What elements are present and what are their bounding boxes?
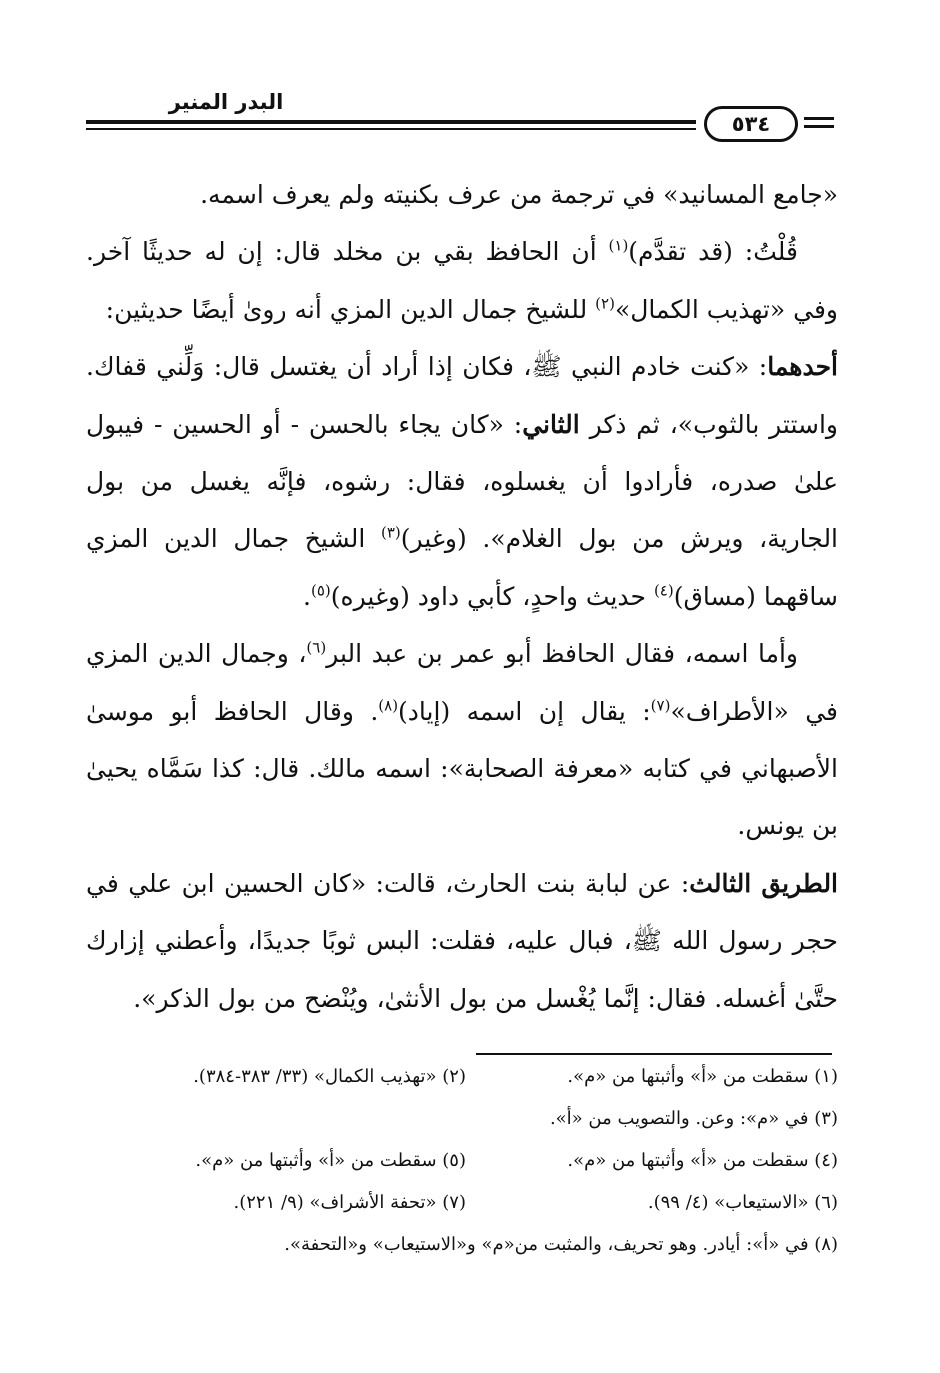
footnote-ref-2: (٢) xyxy=(595,294,615,313)
header-rule-thin xyxy=(86,128,696,130)
footnote-1: (١) سقطت من «أ» وأثبتها من «م». xyxy=(567,1066,838,1087)
footnote-8: (٨) في «أ»: أيادر. وهو تحريف، والمثبت من«م» و«الاستيعاب» و«التحفة». xyxy=(284,1234,838,1255)
text-span: الشيخ جمال الدين المزي ساقهما (مساق) xyxy=(86,524,838,611)
footnote-ref-6: (٦) xyxy=(306,638,327,657)
footnote-7: (٧) «تحفة الأشراف» (٩/ ٢٢١). xyxy=(233,1192,466,1213)
header-ornament-line xyxy=(804,125,834,128)
footnote-ref-4: (٤) xyxy=(653,581,674,600)
text-span: . وقال الحافظ أبو موسىٰ الأصبهاني في كتابه «معرفة الصحابة»: اسمه مالك. قال: كذا سَمَّاه يحيىٰ بن يونس. xyxy=(86,696,838,841)
footnote-row xyxy=(86,1150,838,1192)
page-number: ٥٣٤ xyxy=(704,106,798,142)
footnote-ref-8: (٨) xyxy=(378,696,399,715)
page-header xyxy=(86,90,838,150)
text-span: أن الحافظ بقي بن مخلد قال: إن له حديثًا آخر. وفي «تهذيب الكمال» xyxy=(86,237,838,324)
paragraph-4 xyxy=(86,625,838,855)
footnote-6: (٦) «الاستيعاب» (٤/ ٩٩). xyxy=(647,1192,838,1213)
text-span: . xyxy=(303,581,311,611)
footnote-5: (٥) سقطت من «أ» وأثبتها من «م». xyxy=(195,1150,466,1171)
text-span: : «كنت خادم النبي ﷺ، فكان إذا أراد أن يغتسل قال: وَلِّني قفاك. واستتر بالثوب»، ثم ذكر xyxy=(86,352,838,439)
footnote-ref-7: (٧) xyxy=(650,696,671,715)
header-rule-thick xyxy=(86,120,696,124)
paragraph-1: «جامع المسانيد» في ترجمة من عرف بكنيته ولم يعرف اسمه. xyxy=(200,180,838,209)
text-span: وأما اسمه، فقال الحافظ أبو عمر بن عبد البر xyxy=(326,639,798,669)
text-span: للشيخ جمال الدين المزي أنه روىٰ أيضًا حديثين: xyxy=(105,294,596,324)
bold-word: الثاني xyxy=(522,409,580,439)
text-span: : يقال إن اسمه (إياد) xyxy=(398,696,651,726)
bold-lead: أحدهما xyxy=(767,352,838,382)
text-span: : «كان يجاء بالحسن - أو الحسين - فيبول علىٰ صدره، فأرادوا أن يغسلوه، فقال: رشوه، فإنَّه يغسل من بول الجارية، ويرش من بول الغلام». (وغير) xyxy=(86,409,839,554)
paragraph-2 xyxy=(86,223,838,338)
footnote-row xyxy=(86,1066,838,1108)
text-span: : عن لبابة بنت الحارث، قالت: «كان الحسين ابن علي في حجر رسول الله ﷺ، فبال عليه، فقلت: البس ثوبًا جديدًا، وأعطني إزارك حتَّىٰ أغسله. فقال: إنَّما يُغْسل من بول الأنثىٰ، ويُنْضح من بول الذكر». xyxy=(86,868,838,1013)
footnote-ref-1: (١) xyxy=(608,237,629,256)
paragraph-5 xyxy=(86,855,838,1027)
text-span: قُلْتُ: (قد تقدَّم) xyxy=(628,237,798,267)
footnote-separator xyxy=(476,1053,832,1055)
footnote-row xyxy=(86,1108,838,1150)
main-text xyxy=(86,166,838,1027)
header-ornament-line xyxy=(804,117,834,120)
text-span: ، وجمال الدين المزي في «الأطراف» xyxy=(86,639,838,726)
footnote-ref-3: (٣) xyxy=(380,524,401,543)
footnote-ref-5: (٥) xyxy=(310,581,331,600)
footnotes xyxy=(86,1066,838,1276)
footnote-2: (٢) «تهذيب الكمال» (٣٣/ ٣٨٣-٣٨٤). xyxy=(193,1066,466,1087)
paragraph-3 xyxy=(86,338,838,625)
footnote-3: (٣) في «م»: وعن. والتصويب من «أ». xyxy=(549,1108,838,1129)
bold-lead: الطريق الثالث xyxy=(689,868,839,898)
footnote-row xyxy=(86,1192,838,1234)
footnote-row xyxy=(86,1234,838,1276)
running-title: البدر المنير xyxy=(168,90,284,114)
text-span: حديث واحدٍ، كأبي داود (وغيره) xyxy=(330,581,654,611)
footnote-4: (٤) سقطت من «أ» وأثبتها من «م». xyxy=(567,1150,838,1171)
